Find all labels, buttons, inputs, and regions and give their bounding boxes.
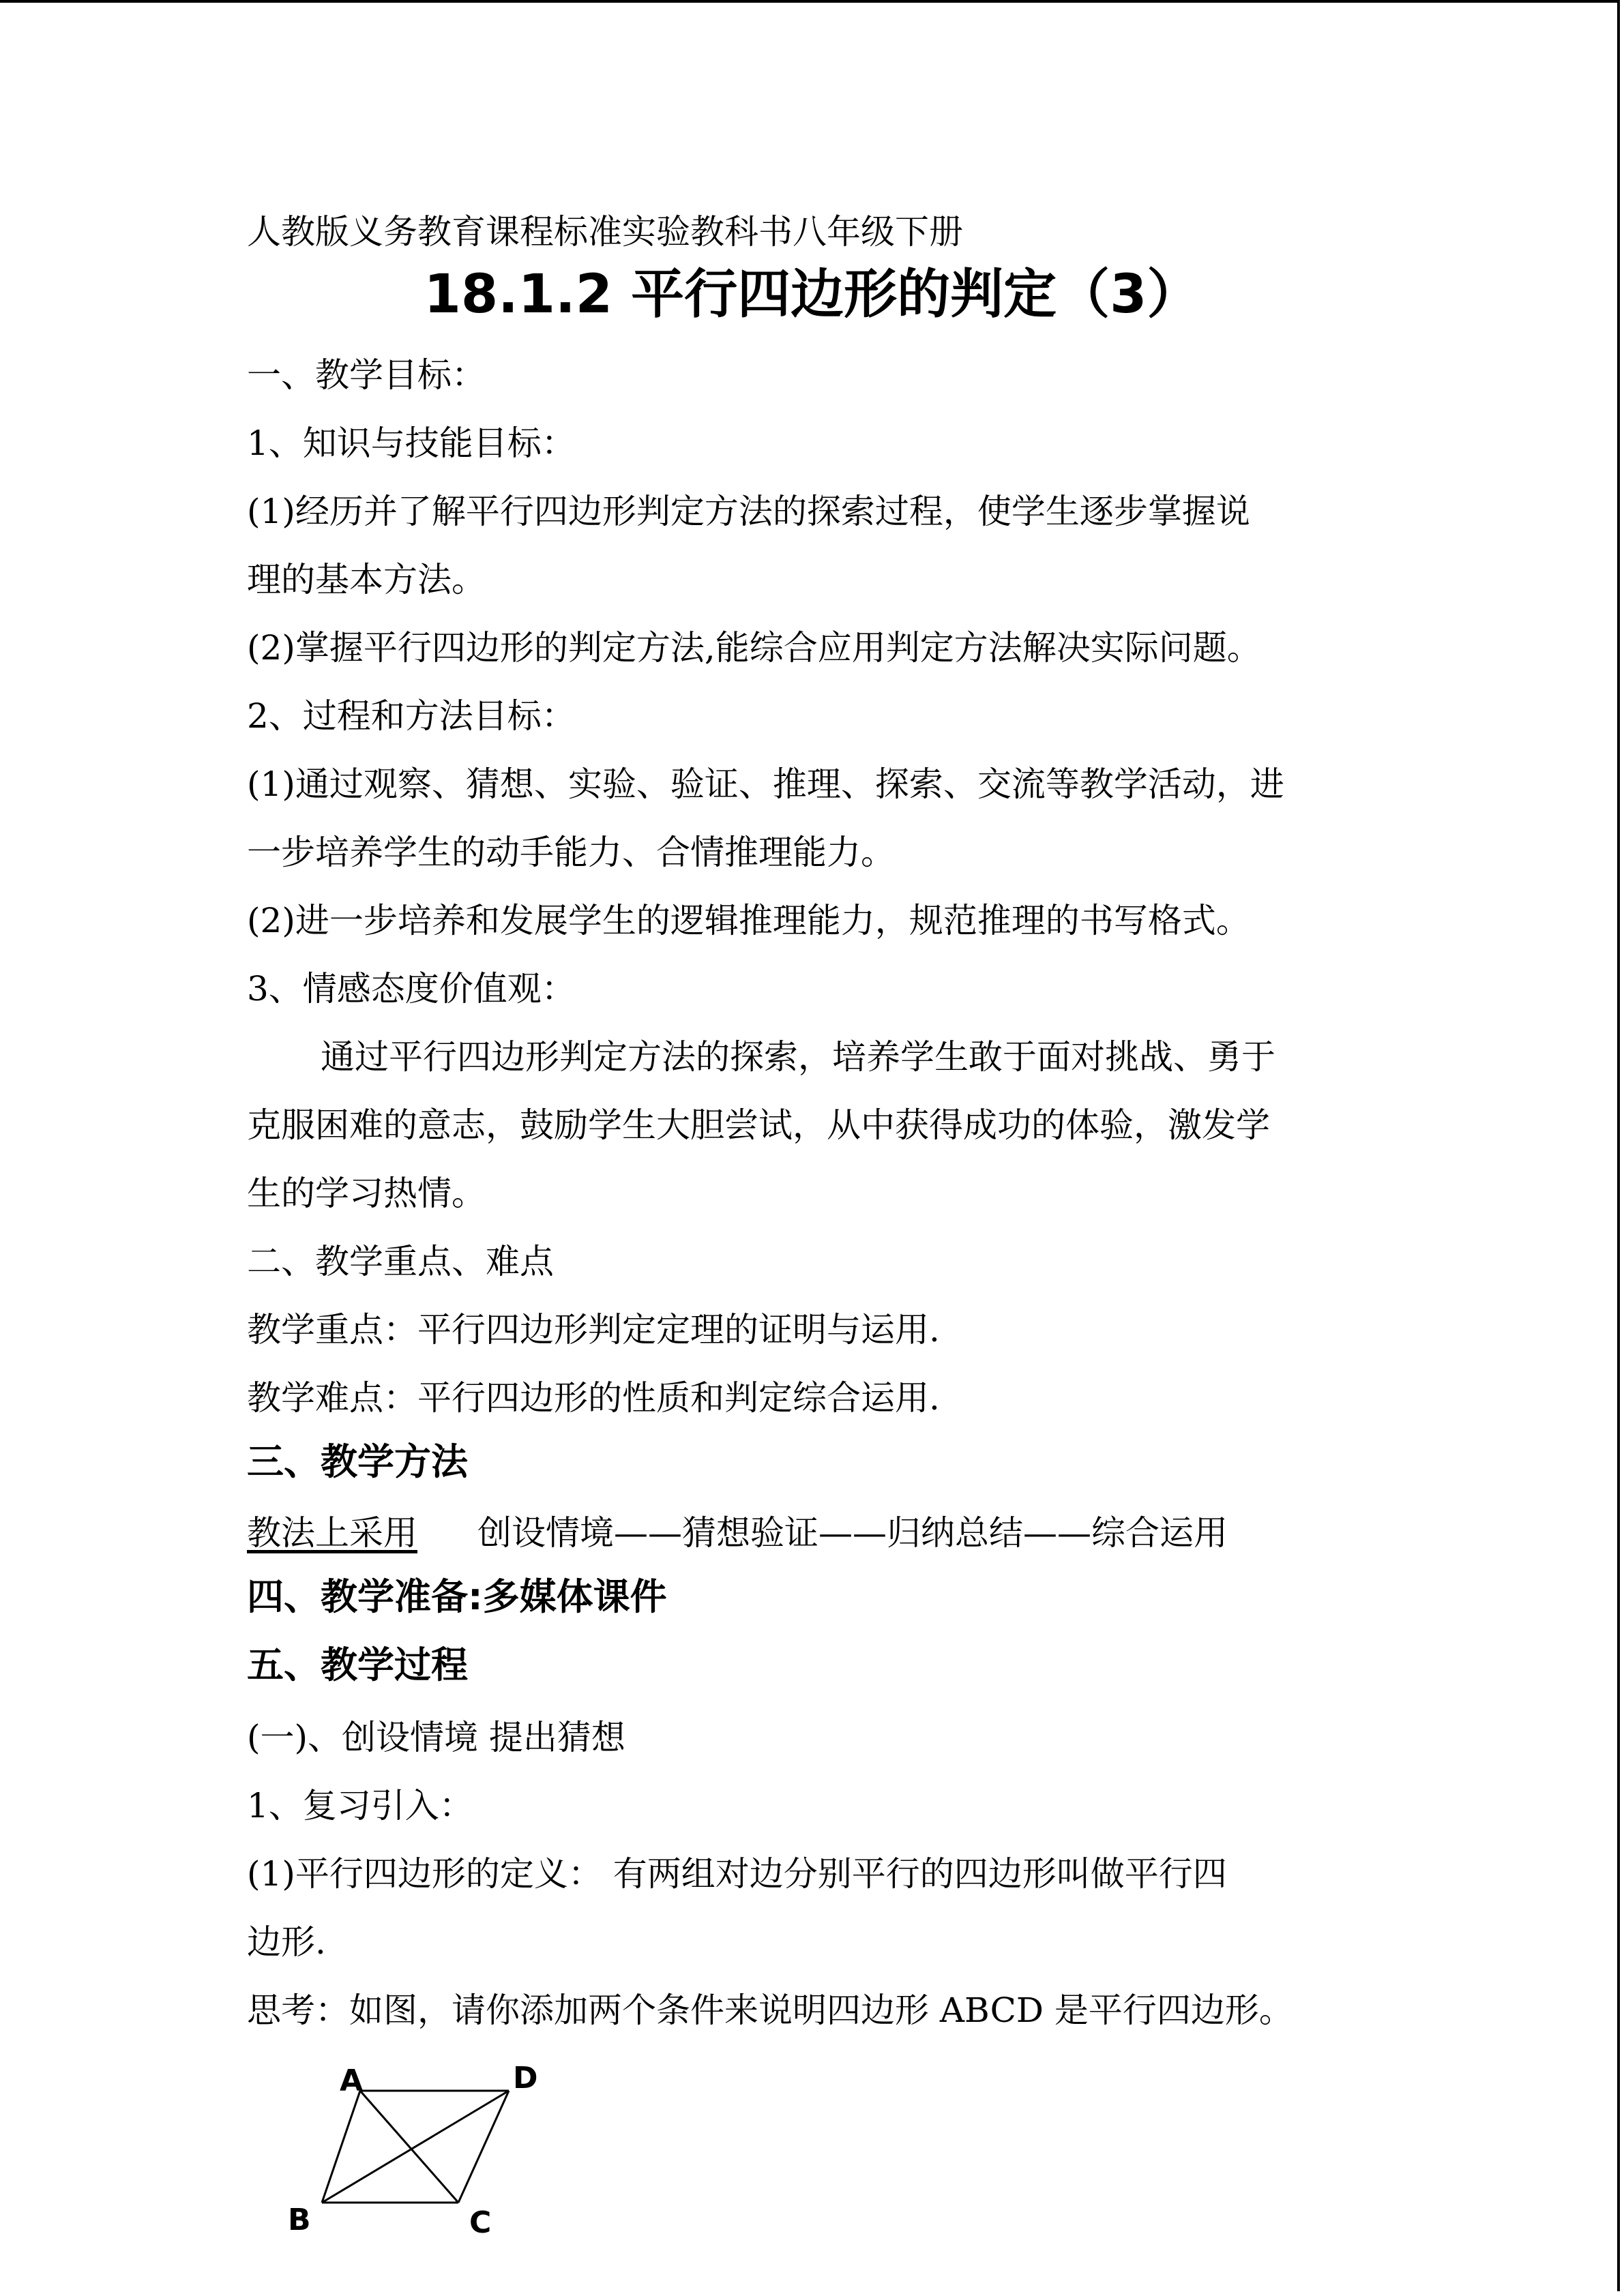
process-goal-2: (2)进一步培养和发展学生的逻辑推理能力，规范推理的书写格式。 xyxy=(247,901,1250,940)
subsection-1: (一)、创设情境 提出猜想 xyxy=(247,1718,625,1757)
method-flow: 创设情境——猜想验证——归纳总结——综合运用 xyxy=(477,1513,1228,1553)
process-goal-heading: 2、过程和方法目标： xyxy=(247,696,576,736)
teaching-method-line xyxy=(247,1512,1228,1553)
vertex-label-a: A xyxy=(340,2063,364,2098)
knowledge-goal-1a: (1)经历并了解平行四边形判定方法的探索过程，使学生逐步掌握说 xyxy=(247,492,1250,531)
vertex-label-c: C xyxy=(469,2205,492,2237)
key-point: 教学重点：平行四边形判定定理的证明与运用. xyxy=(247,1310,940,1350)
diagonal-bd xyxy=(322,2091,509,2203)
difficult-point: 教学难点：平行四边形的性质和判定综合运用. xyxy=(247,1378,940,1418)
knowledge-goal-heading: 1、知识与技能目标： xyxy=(247,423,576,463)
emotion-goal-b: 克服困难的意志，鼓励学生大胆尝试，从中获得成功的体验，激发学 xyxy=(247,1105,1270,1145)
think-question: 思考：如图，请你添加两个条件来说明四边形 ABCD 是平行四边形。 xyxy=(247,1991,1293,2030)
section-1-heading: 一、教学目标： xyxy=(247,355,486,395)
diagonal-ac xyxy=(360,2091,458,2203)
section-2-heading: 二、教学重点、难点 xyxy=(247,1242,554,1281)
vertex-label-d: D xyxy=(513,2061,538,2096)
emotion-goal-a: 通过平行四边形判定方法的探索，培养学生敢于面对挑战、勇于 xyxy=(321,1037,1275,1077)
page-title: 18.1.2 平行四边形的判定（3） xyxy=(424,264,1200,325)
knowledge-goal-2: (2)掌握平行四边形的判定方法,能综合应用判定方法解决实际问题。 xyxy=(247,628,1261,668)
process-goal-1b: 一步培养学生的动手能力、合情推理能力。 xyxy=(247,833,895,872)
knowledge-goal-1b: 理的基本方法。 xyxy=(247,560,486,599)
vertex-label-b: B xyxy=(288,2203,311,2237)
side-ba xyxy=(322,2091,360,2203)
emotion-goal-c: 生的学习热情。 xyxy=(247,1174,486,1213)
section-3-heading: 三、教学方法 xyxy=(247,1440,468,1483)
header-text: 人教版义务教育课程标准实验教科书八年级下册 xyxy=(247,212,963,252)
review-intro: 1、复习引入： xyxy=(247,1786,473,1825)
section-5-heading: 五、教学过程 xyxy=(247,1643,468,1686)
method-label: 教法上采用 xyxy=(247,1513,417,1553)
side-dc xyxy=(458,2091,509,2203)
emotion-goal-heading: 3、情感态度价值观： xyxy=(247,969,576,1009)
definition-a: (1)平行四边形的定义： 有两组对边分别平行的四边形叫做平行四 xyxy=(247,1854,1227,1894)
definition-b: 边形. xyxy=(247,1922,326,1962)
parallelogram-figure xyxy=(280,2059,539,2237)
process-goal-1a: (1)通过观察、猜想、实验、验证、推理、探索、交流等教学活动，进 xyxy=(247,764,1284,804)
section-4-heading: 四、教学准备:多媒体课件 xyxy=(247,1575,667,1618)
